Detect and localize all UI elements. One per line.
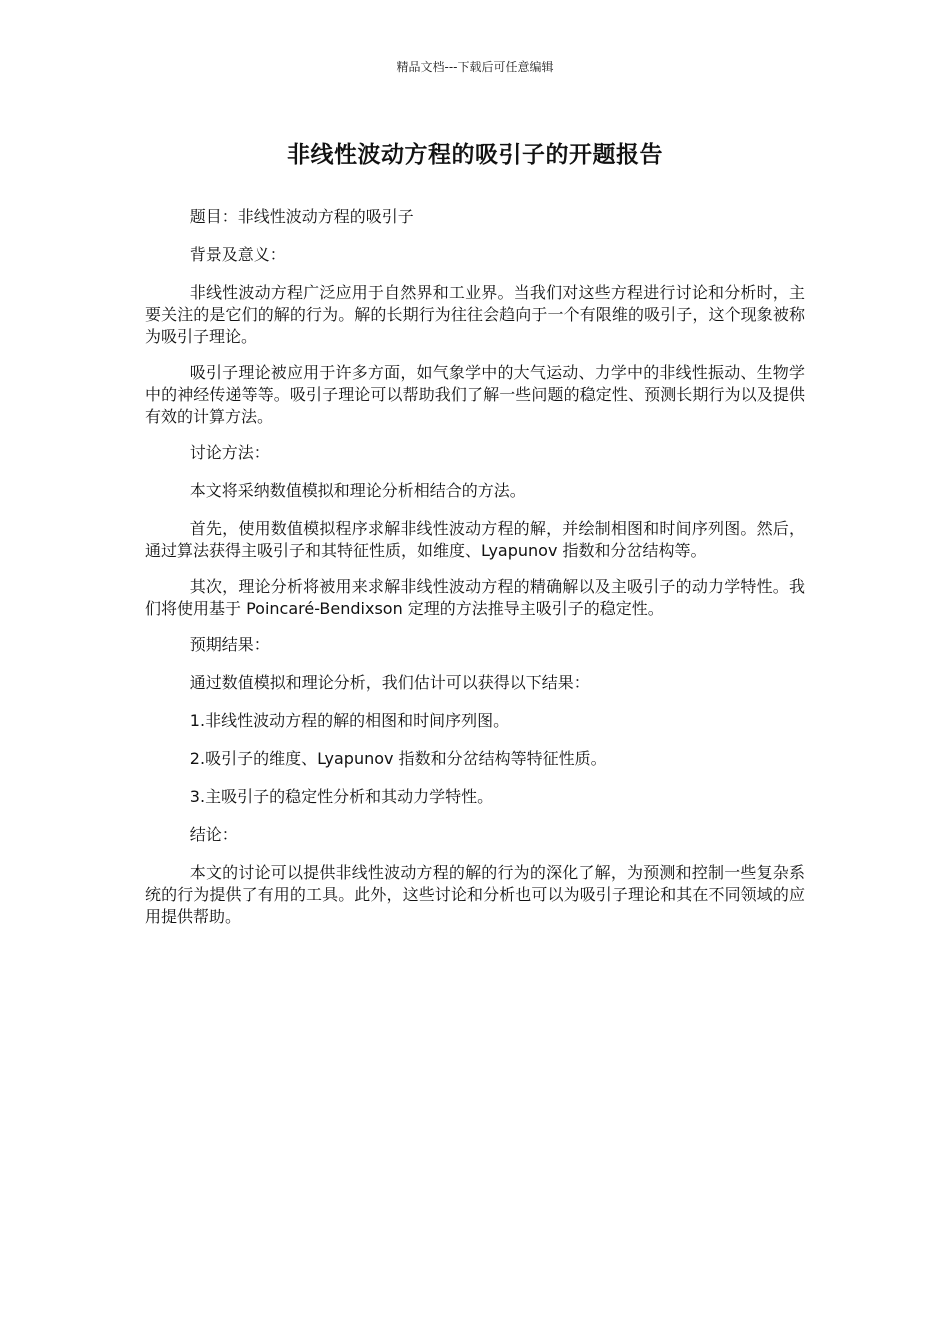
paragraph-results-intro: 通过数值模拟和理论分析，我们估计可以获得以下结果： bbox=[189, 673, 590, 692]
paragraph-methods-2: 其次，理论分析将被用来求解非线性波动方程的精确解以及主吸引子的动力学特性。我们将使用基于 Poincaré-Bendixson 定理的方法推导主吸引子的稳定性。 bbox=[145, 577, 805, 618]
section-heading-background: 背景及意义： bbox=[189, 245, 286, 264]
list-item-result-3: 3.主吸引子的稳定性分析和其动力学特性。 bbox=[189, 787, 494, 806]
document-title: 非线性波动方程的吸引子的开题报告 bbox=[287, 142, 663, 168]
paragraph-methods-intro: 本文将采纳数值模拟和理论分析相结合的方法。 bbox=[189, 481, 526, 500]
paragraph-methods-1: 首先，使用数值模拟程序求解非线性波动方程的解，并绘制相图和时间序列图。然后，通过算法获得主吸引子和其特征性质，如维度、Lyapunov 指数和分岔结构等。 bbox=[145, 519, 805, 560]
section-heading-methods: 讨论方法： bbox=[189, 443, 270, 462]
list-item-result-1: 1.非线性波动方程的解的相图和时间序列图。 bbox=[189, 711, 510, 730]
topic-line: 题目：非线性波动方程的吸引子 bbox=[189, 207, 414, 226]
paragraph-background-2: 吸引子理论被应用于许多方面，如气象学中的大气运动、力学中的非线性振动、生物学中的神经传递等等。吸引子理论可以帮助我们了解一些问题的稳定性、预测长期行为以及提供有效的计算方法。 bbox=[145, 363, 805, 426]
page-header: 精品文档---下载后可任意编辑 bbox=[396, 60, 554, 74]
section-heading-results: 预期结果： bbox=[189, 635, 270, 654]
paragraph-background-1: 非线性波动方程广泛应用于自然界和工业界。当我们对这些方程进行讨论和分析时，主要关注的是它们的解的行为。解的长期行为往往会趋向于一个有限维的吸引子，这个现象被称为吸引子理论。 bbox=[145, 283, 805, 346]
list-item-result-2: 2.吸引子的维度、Lyapunov 指数和分岔结构等特征性质。 bbox=[189, 749, 607, 768]
section-heading-conclusion: 结论： bbox=[189, 825, 238, 844]
paragraph-conclusion: 本文的讨论可以提供非线性波动方程的解的行为的深化了解，为预测和控制一些复杂系统的行为提供了有用的工具。此外，这些讨论和分析也可以为吸引子理论和其在不同领域的应用提供帮助。 bbox=[145, 863, 805, 926]
document-body bbox=[145, 206, 805, 942]
